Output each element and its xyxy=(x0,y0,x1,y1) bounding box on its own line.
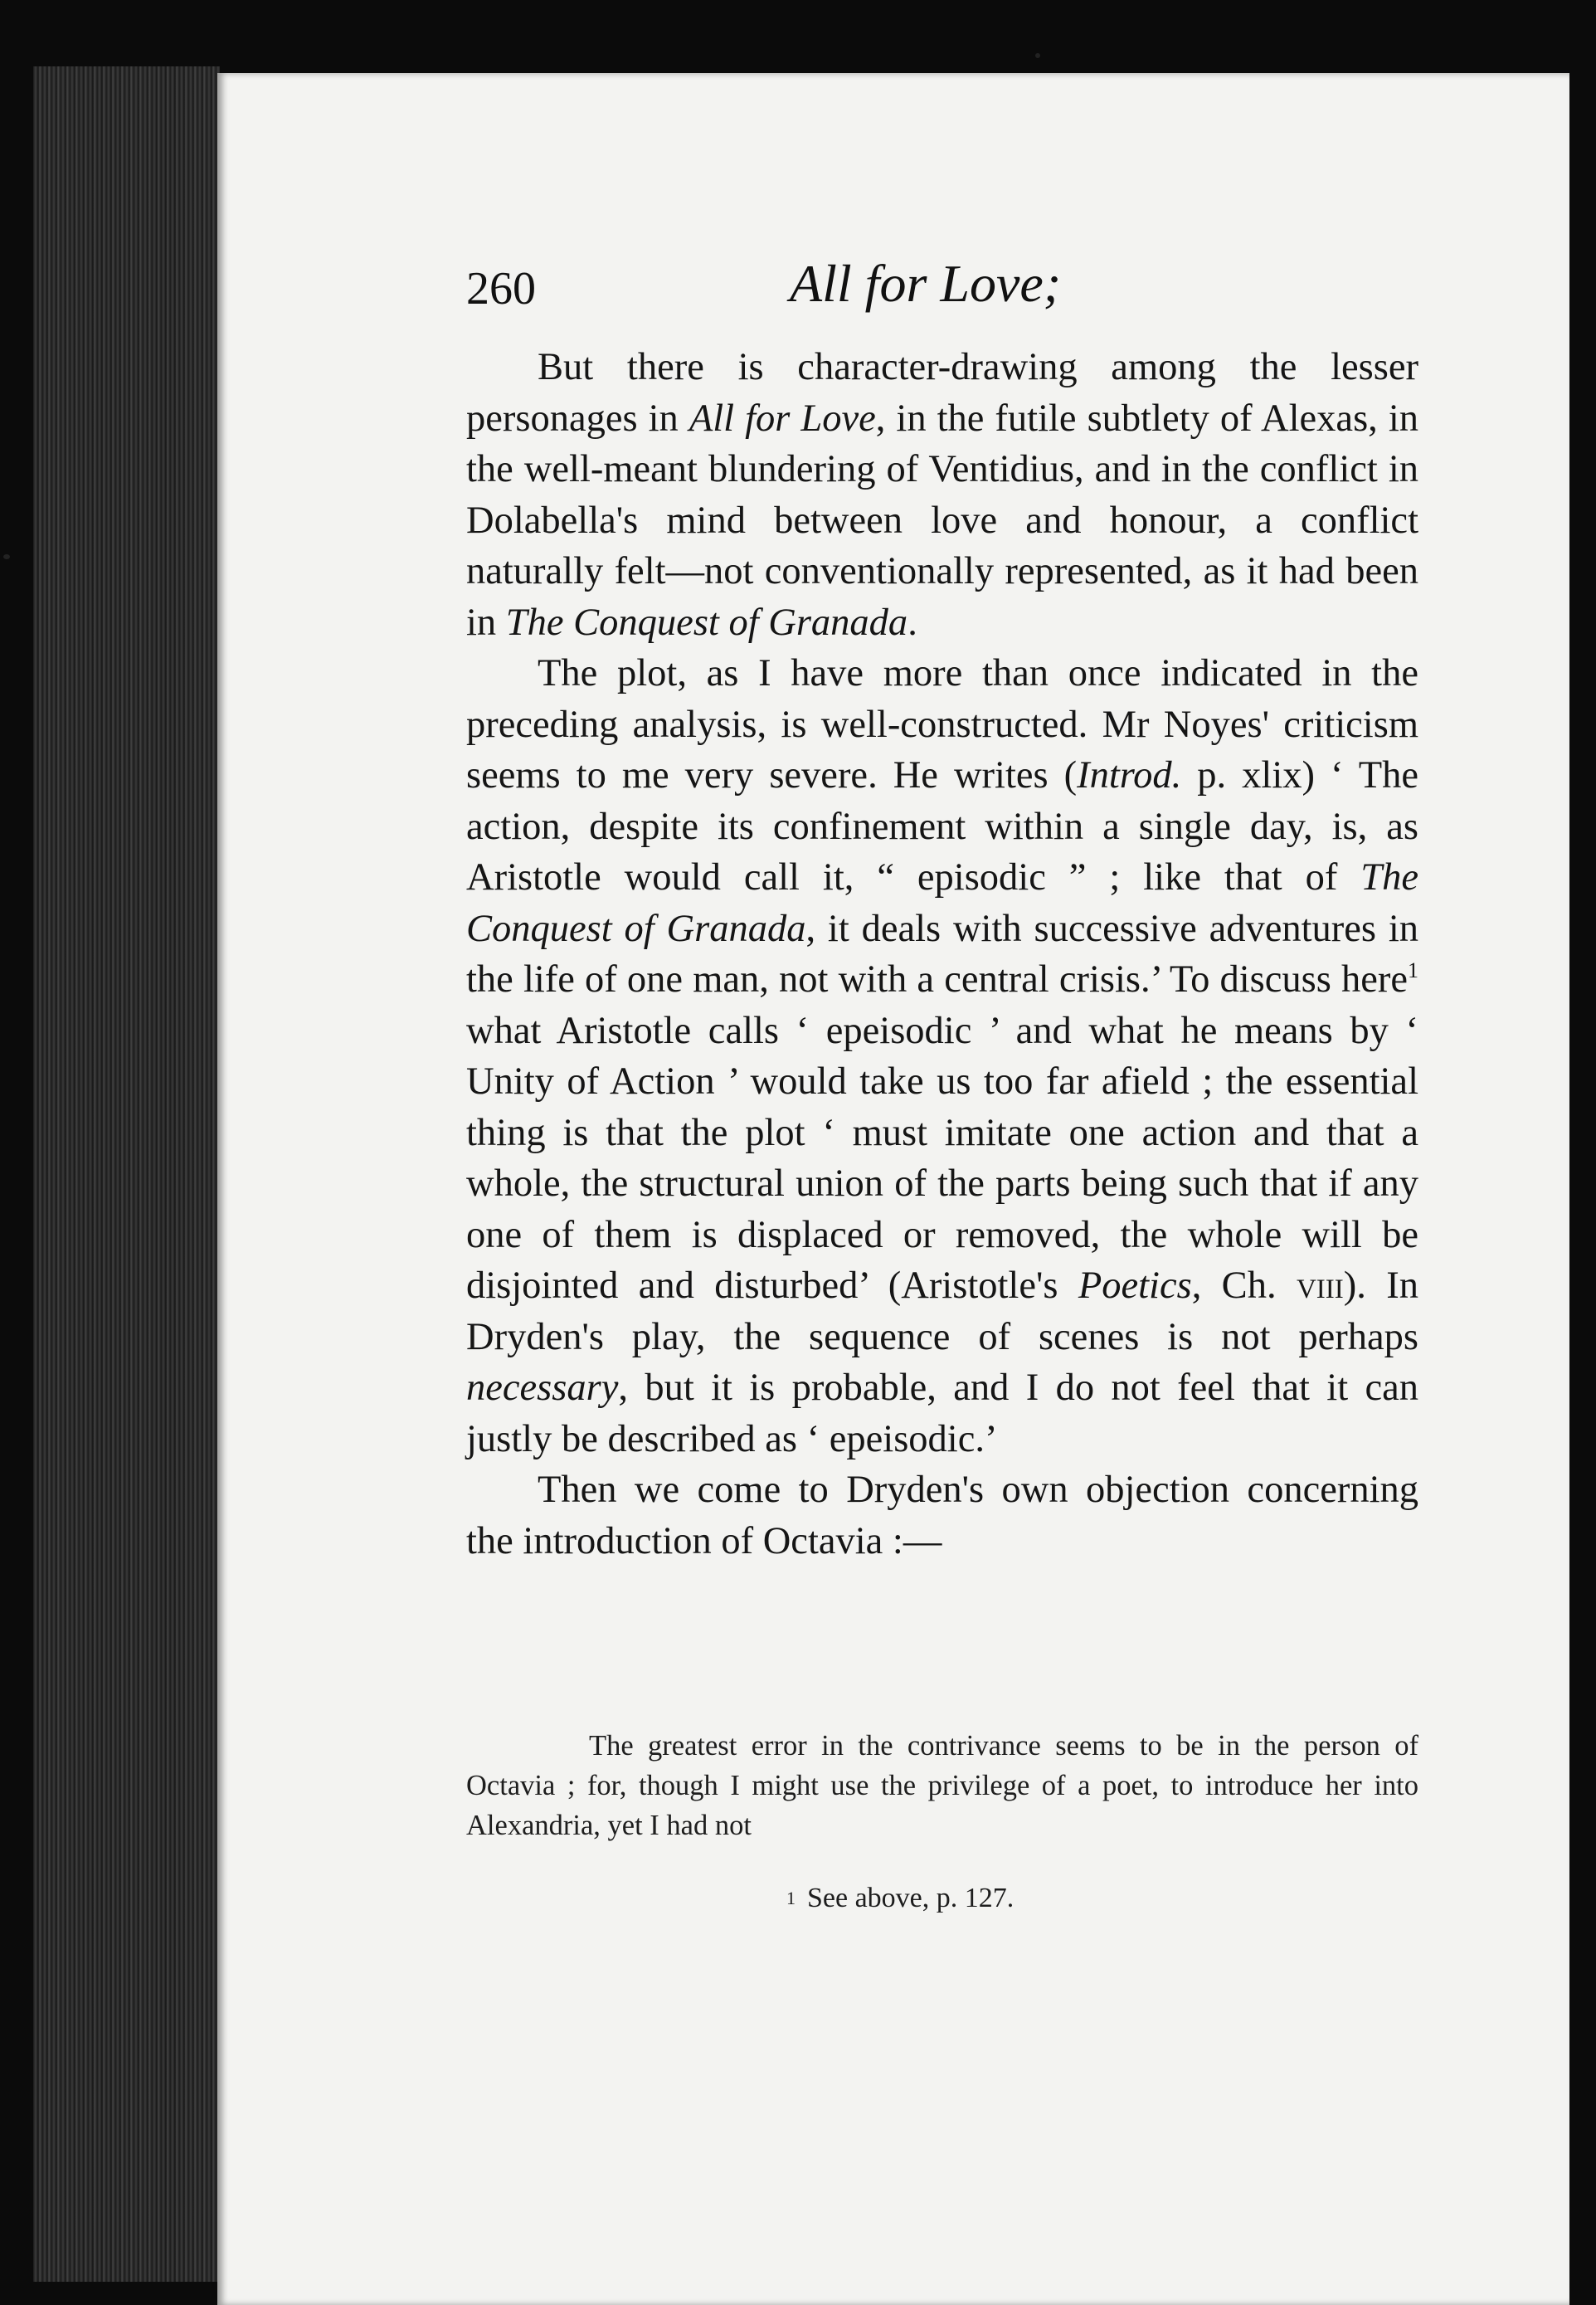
block-quotation xyxy=(466,1726,1418,1845)
text-run: viii xyxy=(1296,1265,1344,1307)
text-run: , in the futile subtlety of Alexas, in the well-meant blundering of Ventidius, and in the conflict in Dolabella's mind between love and honour, a conflict naturally felt—not conventionally represented, as it had been in xyxy=(466,397,1418,644)
text-run: But there is character-drawing among the lesser personages in xyxy=(466,346,1418,440)
scan-speck xyxy=(3,554,10,559)
footnote xyxy=(786,1882,1014,1915)
body-text xyxy=(466,342,1418,1567)
footnote-text: See above, p. 127. xyxy=(807,1883,1015,1913)
body-paragraph xyxy=(466,342,1418,648)
italic-run: The Conquest of Granada xyxy=(466,856,1418,950)
scan-speck xyxy=(1035,53,1040,58)
footnote-marker: 1 xyxy=(786,1888,796,1908)
italic-run: All for Love xyxy=(689,397,876,440)
text-run: The plot, as I have more than once indicated in the preceding analysis, is well-constructed. Mr Noyes' criticism seems to me very severe. He writes ( xyxy=(466,652,1418,797)
text-run: , it deals with successive adventures in the life of one man, not with a central crisis.’ To discuss here xyxy=(466,907,1419,1001)
page-number: 260 xyxy=(466,263,536,314)
italic-run: Introd. xyxy=(1077,754,1182,797)
quotation-text: The greatest error in the contrivance seems to be in the person of Octavia ; for, though I might use the privilege of a poet, to introduce her into Alexandria, yet I had not xyxy=(466,1730,1418,1841)
text-run: , Ch. xyxy=(1191,1265,1297,1307)
running-title: All for Love; xyxy=(790,254,1062,313)
text-run: Then we come to Dryden's own objection concerning the introduction of Octavia :— xyxy=(466,1469,1418,1562)
page-header xyxy=(466,189,1428,314)
body-paragraph xyxy=(466,648,1418,1464)
body-paragraph xyxy=(466,1464,1418,1567)
text-run: what Aristotle calls ‘ epeisodic ’ and what he means by ‘ Unity of Action ’ would take us too far afield ; the essential thing is that the plot ‘ must imitate one action and that a whole, the structural union of the parts being such that if any one of them is displaced or removed, the whole will be disjointed and disturbed’ (Aristotle's xyxy=(466,1009,1418,1307)
italic-run: The Conquest of Granada xyxy=(505,601,908,644)
italic-run: necessary xyxy=(466,1367,619,1409)
text-run: . xyxy=(907,601,917,644)
footnote-reference: 1 xyxy=(1408,958,1418,982)
book-page-edges xyxy=(33,66,220,2282)
italic-run: Poetics xyxy=(1078,1265,1192,1307)
text-run: p. xlix) ‘ The action, despite its confinement within a single day, is, as Aristotle would call it, “ episodic ” ; like that of xyxy=(466,754,1418,899)
text-run: ). In Dryden's play, the sequence of scenes is not perhaps xyxy=(466,1265,1418,1358)
page-right-shadow xyxy=(1569,73,1596,2305)
text-run: , but it is probable, and I do not feel that it can justly be described as ‘ epeisodic.’ xyxy=(466,1367,1418,1460)
